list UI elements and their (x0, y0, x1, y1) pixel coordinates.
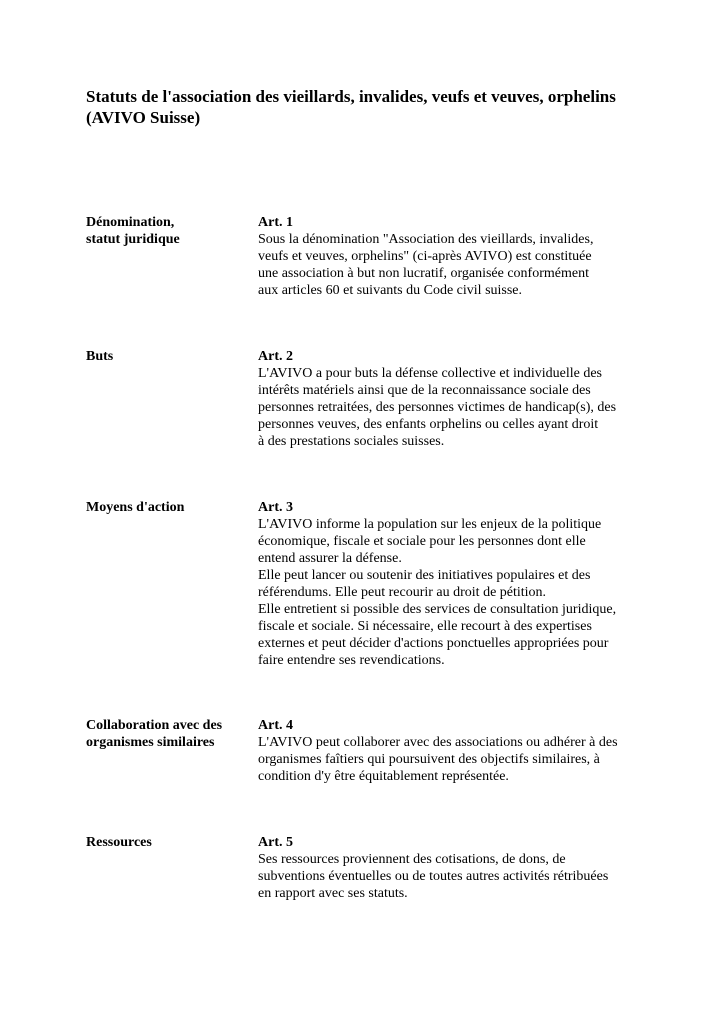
section-label (86, 214, 246, 248)
body-line: économique, fiscale et sociale pour les personnes dont elle (258, 534, 586, 549)
title-line: Statuts de l'association des vieillards, invalides, veufs et veuves, orphelins (86, 87, 616, 106)
label-line: Moyens d'action (86, 500, 185, 515)
label-line: Collaboration avec des (86, 718, 223, 733)
body-line: fiscale et sociale. Si nécessaire, elle recourt à des expertises (258, 619, 592, 634)
article-body (258, 348, 648, 450)
body-line: veufs et veuves, orphelins" (ci-après AVIVO) est constituée (258, 249, 592, 264)
section-label (86, 499, 246, 516)
article-number: Art. 4 (258, 718, 293, 733)
label-line: Ressources (86, 835, 152, 850)
body-line: entend assurer la défense. (258, 551, 402, 566)
body-line: Elle peut lancer ou soutenir des initiatives populaires et des (258, 568, 591, 583)
body-line: L'AVIVO informe la population sur les enjeux de la politique (258, 517, 602, 532)
body-line: personnes retraitées, des personnes victimes de handicap(s), des (258, 400, 617, 415)
body-line: condition d'y être équitablement représentée. (258, 769, 509, 784)
label-line: statut juridique (86, 232, 180, 247)
body-line: en rapport avec ses statuts. (258, 886, 408, 901)
article-body (258, 214, 648, 299)
article-number: Art. 3 (258, 500, 293, 515)
label-line: Buts (86, 349, 114, 364)
body-line: Elle entretient si possible des services de consultation juridique, (258, 602, 617, 617)
body-line: Sous la dénomination "Association des vieillards, invalides, (258, 232, 594, 247)
article-body (258, 834, 648, 902)
body-line: aux articles 60 et suivants du Code civil suisse. (258, 283, 523, 298)
body-line: référendums. Elle peut recourir au droit de pétition. (258, 585, 547, 600)
body-line: L'AVIVO peut collaborer avec des associations ou adhérer à des (258, 735, 618, 750)
label-line: Dénomination, (86, 215, 175, 230)
section-label (86, 717, 246, 751)
article-body (258, 499, 648, 669)
article-number: Art. 1 (258, 215, 293, 230)
body-line: faire entendre ses revendications. (258, 653, 445, 668)
title-line: (AVIVO Suisse) (86, 108, 201, 127)
section-label (86, 834, 246, 851)
body-line: à des prestations sociales suisses. (258, 434, 445, 449)
section-label (86, 348, 246, 365)
article-body (258, 717, 648, 785)
body-line: subventions éventuelles ou de toutes autres activités rétribuées (258, 869, 609, 884)
article-number: Art. 2 (258, 349, 293, 364)
article-number: Art. 5 (258, 835, 293, 850)
body-line: personnes veuves, des enfants orphelins ou celles ayant droit (258, 417, 599, 432)
body-line: externes et peut décider d'actions ponctuelles appropriées pour (258, 636, 609, 651)
body-line: intérêts matériels ainsi que de la reconnaissance sociale des (258, 383, 591, 398)
label-line: organismes similaires (86, 735, 215, 750)
body-line: L'AVIVO a pour buts la défense collective et individuelle des (258, 366, 602, 381)
body-line: organismes faîtiers qui poursuivent des objectifs similaires, à (258, 752, 600, 767)
body-line: une association à but non lucratif, organisée conformément (258, 266, 589, 281)
body-line: Ses ressources proviennent des cotisations, de dons, de (258, 852, 566, 867)
document-title (86, 86, 646, 128)
